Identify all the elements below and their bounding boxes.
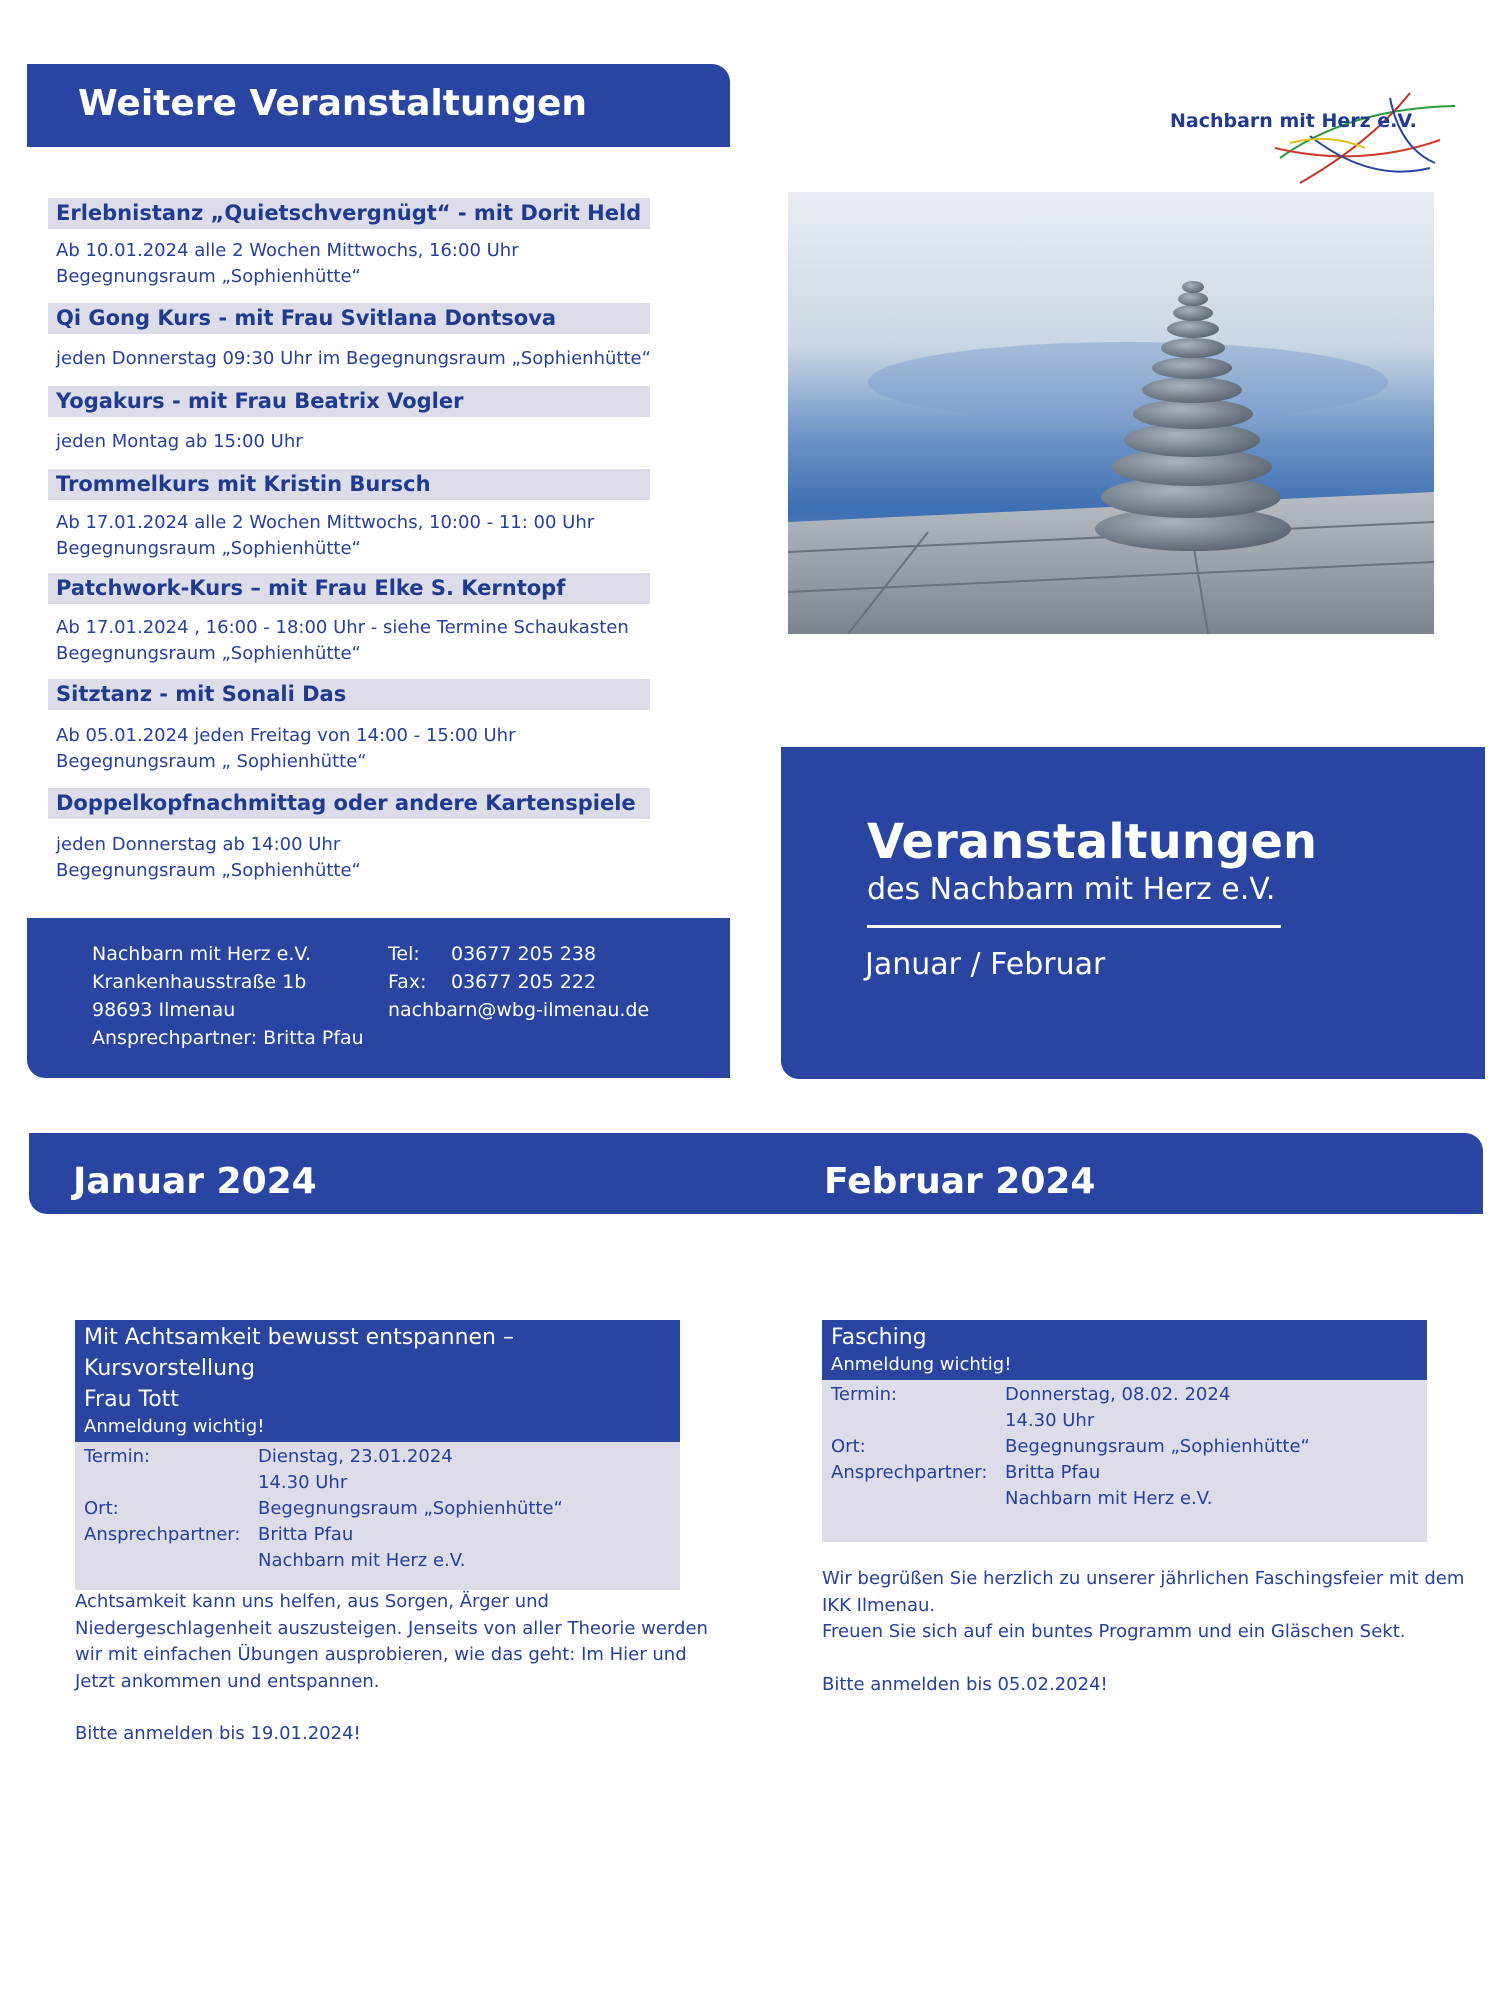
event-detail: Ab 05.01.2024 jeden Freitag von 14:00 - 15:00 Uhr — [56, 725, 516, 746]
event-detail: jeden Donnerstag ab 14:00 Uhr — [56, 834, 341, 855]
contact-label: Ansprechpartner: — [831, 1462, 988, 1483]
event-item — [48, 573, 650, 667]
panel-subtitle: des Nachbarn mit Herz e.V. — [867, 872, 1276, 907]
event-item — [48, 788, 650, 884]
event-detail: Ab 10.01.2024 alle 2 Wochen Mittwochs, 16:00 Uhr — [56, 240, 519, 261]
title-panel — [781, 747, 1485, 1079]
description-line: Jetzt ankommen und entspannen. — [75, 1670, 380, 1692]
signup-deadline: Bitte anmelden bis 19.01.2024! — [75, 1723, 361, 1744]
event-title: Patchwork-Kurs – mit Frau Elke S. Kerntopf — [48, 573, 650, 604]
contact-org: Nachbarn mit Herz e.V. — [1005, 1488, 1213, 1509]
termin-date: Donnerstag, 08.02. 2024 — [1005, 1384, 1231, 1405]
logo-text: Nachbarn mit Herz e.V. — [1170, 110, 1417, 132]
event-detail: Begegnungsraum „ Sophienhütte“ — [56, 751, 367, 772]
stacked-stones-photo — [788, 192, 1434, 634]
description-line: IKK Ilmenau. — [822, 1594, 936, 1616]
tel-label: Tel: — [388, 943, 420, 965]
description-line: wir mit einfachen Übungen ausprobieren, wie das geht: Im Hier und — [75, 1644, 687, 1665]
logo-swoosh-icon — [1270, 88, 1460, 192]
tel-number: 03677 205 238 — [451, 943, 597, 965]
termin-label: Termin: — [84, 1446, 151, 1467]
contact-city: 98693 Ilmenau — [92, 999, 236, 1021]
event-detail: Begegnungsraum „Sophienhütte“ — [56, 538, 361, 559]
fax-label: Fax: — [388, 971, 427, 993]
panel-period: Januar / Februar — [865, 947, 1106, 982]
event-detail: Begegnungsraum „Sophienhütte“ — [56, 860, 361, 881]
termin-date: Dienstag, 23.01.2024 — [258, 1446, 453, 1467]
description-line: Freuen Sie sich auf ein buntes Programm und ein Gläschen Sekt. — [822, 1621, 1406, 1642]
event-detail: Begegnungsraum „Sophienhütte“ — [56, 643, 361, 664]
signup-deadline: Bitte anmelden bis 05.02.2024! — [822, 1673, 1108, 1695]
panel-divider — [867, 925, 1281, 928]
ort-value: Begegnungsraum „Sophienhütte“ — [1005, 1436, 1310, 1457]
event-detail: Ab 17.01.2024 alle 2 Wochen Mittwochs, 10:00 - 11: 00 Uhr — [56, 512, 595, 533]
event-title: Qi Gong Kurs - mit Frau Svitlana Dontsova — [48, 303, 650, 334]
event-title: Doppelkopfnachmittag oder andere Kartenspiele — [48, 788, 650, 819]
description-line: Wir begrüßen Sie herzlich zu unserer jährlichen Faschingsfeier mit dem — [822, 1568, 1465, 1589]
event-detail: Ab 17.01.2024 , 16:00 - 18:00 Uhr - siehe Termine Schaukasten — [56, 617, 629, 638]
ort-value: Begegnungsraum „Sophienhütte“ — [258, 1498, 563, 1519]
termin-time: 14.30 Uhr — [258, 1472, 348, 1493]
top-banner-title: Weitere Veranstaltungen — [78, 83, 588, 124]
contact-street: Krankenhausstraße 1b — [92, 971, 307, 993]
description-line: Niedergeschlagenheit auszusteigen. Jenseits von aller Theorie werden — [75, 1617, 708, 1639]
termin-label: Termin: — [831, 1384, 898, 1405]
event-title: Yogakurs - mit Frau Beatrix Vogler — [48, 386, 650, 417]
event-title: Erlebnistanz „Quietschvergnügt“ - mit Dorit Held — [48, 198, 650, 229]
event-detail: Begegnungsraum „Sophienhütte“ — [56, 266, 361, 287]
event-detail: jeden Donnerstag 09:30 Uhr im Begegnungsraum „Sophienhütte“ — [56, 348, 651, 369]
month-january: Januar 2024 — [73, 1161, 317, 1202]
contact-person: Ansprechpartner: Britta Pfau — [92, 1027, 364, 1049]
fax-number: 03677 205 222 — [451, 971, 597, 993]
card-note: Anmeldung wichtig! — [831, 1354, 1012, 1375]
contact-email[interactable]: nachbarn@wbg-ilmenau.de — [388, 999, 650, 1021]
termin-time: 14.30 Uhr — [1005, 1410, 1095, 1431]
event-item — [48, 386, 650, 455]
january-description — [75, 1589, 708, 1748]
contact-name: Nachbarn mit Herz e.V. — [92, 943, 312, 965]
event-item — [48, 679, 650, 775]
card-body — [75, 1442, 680, 1590]
contact-org: Nachbarn mit Herz e.V. — [258, 1550, 466, 1571]
contact-person-name: Britta Pfau — [258, 1524, 354, 1545]
event-item — [48, 469, 650, 562]
card-header — [75, 1320, 680, 1442]
month-february: Februar 2024 — [824, 1161, 1096, 1202]
ort-label: Ort: — [84, 1498, 119, 1519]
card-body — [822, 1380, 1427, 1542]
card-header — [822, 1320, 1427, 1380]
february-description — [822, 1566, 1464, 1698]
description-line: Achtsamkeit kann uns helfen, aus Sorgen, Ärger und — [75, 1591, 549, 1612]
panel-title: Veranstaltungen — [867, 814, 1318, 870]
card-title: Frau Tott — [84, 1387, 179, 1412]
event-detail: jeden Montag ab 15:00 Uhr — [56, 431, 303, 452]
card-title: Fasching — [831, 1325, 927, 1350]
january-event-card — [75, 1320, 680, 1590]
card-note: Anmeldung wichtig! — [84, 1416, 265, 1437]
event-title: Trommelkurs mit Kristin Bursch — [48, 469, 650, 500]
event-item — [48, 198, 650, 290]
contact-label: Ansprechpartner: — [84, 1524, 241, 1545]
february-event-card — [822, 1320, 1427, 1542]
card-title: Mit Achtsamkeit bewusst entspannen – Kursvorstellung — [84, 1325, 514, 1381]
contact-person-name: Britta Pfau — [1005, 1462, 1101, 1483]
event-title: Sitztanz - mit Sonali Das — [48, 679, 650, 710]
event-item — [48, 303, 650, 372]
ort-label: Ort: — [831, 1436, 866, 1457]
